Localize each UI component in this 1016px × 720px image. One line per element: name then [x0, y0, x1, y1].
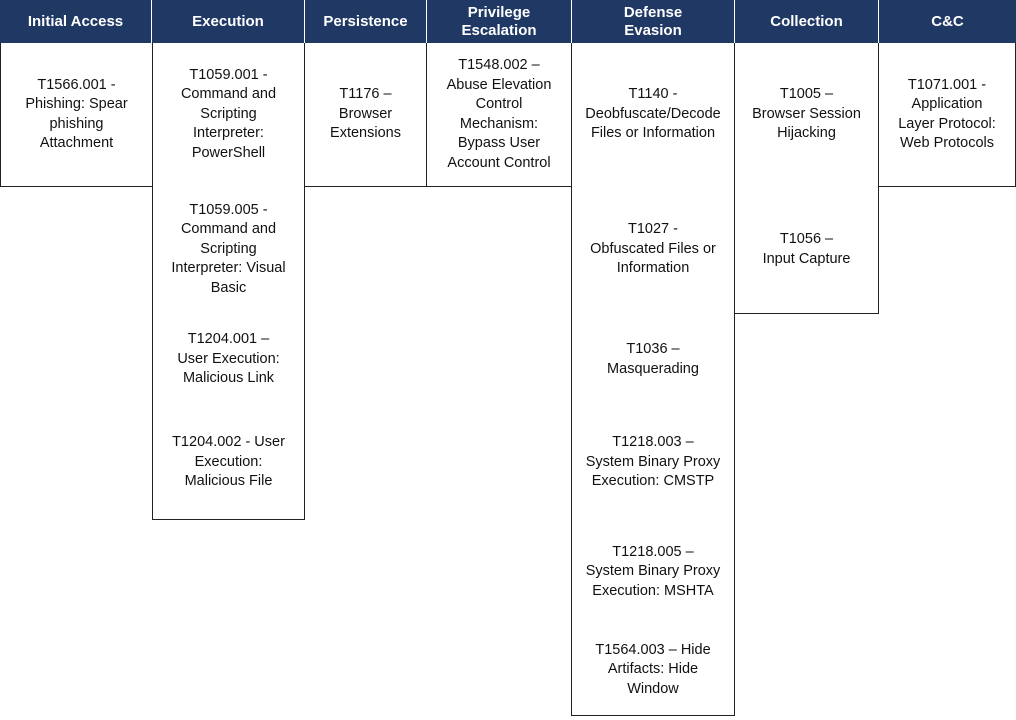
technique-line: Scripting: [200, 240, 257, 257]
technique-line: T1140 -: [628, 86, 678, 103]
technique-line: T1564.003 – Hide: [595, 641, 711, 658]
technique-line: Browser: [338, 105, 393, 122]
technique-line: Window: [627, 680, 679, 697]
technique-line: System Binary Proxy: [585, 453, 721, 470]
header-line: C&C: [931, 12, 964, 30]
technique-line: Obfuscated Files or: [590, 240, 716, 257]
technique-line: PowerShell: [191, 144, 266, 161]
technique-line: Execution: MSHTA: [592, 582, 714, 599]
technique-line: T1548.002 –: [458, 57, 540, 73]
technique-line: Hijacking: [777, 125, 836, 142]
technique-line: Artifacts: Hide: [607, 661, 699, 678]
technique-line: T1176 –: [339, 86, 392, 103]
technique-line: Basic: [210, 279, 247, 296]
technique-cell-execution-2: [152, 313, 305, 407]
technique-cell-execution-1: [152, 186, 305, 314]
header-line: Evasion: [624, 21, 682, 39]
technique-line: Web Protocols: [899, 135, 995, 151]
technique-line: Bypass User: [457, 135, 541, 151]
technique-line: T1059.005 -: [189, 201, 268, 218]
technique-cell-defense-evasion-1: [571, 186, 735, 314]
technique-line: T1204.002 - User: [172, 434, 285, 451]
technique-cell-defense-evasion-5: [571, 625, 735, 716]
matrix-header: [0, 0, 1016, 43]
technique-line: T1027 -: [628, 221, 678, 238]
header-execution: [152, 0, 305, 43]
technique-line: Extensions: [330, 125, 401, 142]
technique-line: phishing: [49, 115, 104, 132]
technique-cell-privilege-escalation-0: [426, 43, 572, 187]
technique-line: Command and: [180, 221, 277, 238]
technique-line: Browser Session: [752, 105, 861, 122]
technique-cell-defense-evasion-2: [571, 313, 735, 407]
header-persistence: [305, 0, 427, 43]
technique-line: Scripting: [200, 105, 257, 122]
technique-line: T1056 –: [779, 231, 834, 247]
technique-cell-cnc-0: [878, 43, 1016, 187]
technique-line: Abuse Elevation: [446, 76, 552, 93]
technique-line: Attachment: [39, 135, 114, 151]
technique-cell-execution-3: [152, 406, 305, 520]
technique-line: Deobfuscate/Decode: [585, 105, 721, 122]
technique-line: Input Capture: [762, 250, 851, 267]
technique-line: Interpreter:: [193, 125, 264, 142]
technique-cell-collection-1: [734, 186, 879, 314]
technique-cell-execution-0: [152, 43, 305, 187]
header-line: Persistence: [323, 12, 408, 30]
technique-line: Masquerading: [607, 360, 699, 377]
header-line: Escalation: [461, 21, 537, 39]
technique-line: Files or Information: [590, 125, 716, 142]
technique-line: T1036 –: [626, 341, 680, 357]
technique-line: Layer Protocol:: [898, 115, 996, 132]
header-defense-evasion: [572, 0, 735, 43]
technique-line: Execution: CMSTP: [591, 473, 715, 490]
technique-line: Execution:: [194, 453, 263, 470]
technique-line: Information: [616, 260, 690, 277]
technique-cell-defense-evasion-3: [571, 406, 735, 520]
header-line: Execution: [192, 12, 264, 30]
technique-line: T1005 –: [779, 86, 834, 103]
header-cnc: [879, 0, 1016, 43]
technique-line: Phishing: Spear: [25, 96, 128, 112]
technique-line: Interpreter: Visual: [171, 260, 286, 277]
header-line: Initial Access: [27, 12, 124, 30]
technique-line: Application: [911, 96, 983, 112]
technique-cell-initial-access-0: [0, 43, 153, 187]
technique-line: T1218.005 –: [612, 543, 694, 560]
header-collection: [735, 0, 879, 43]
technique-cell-defense-evasion-0: [571, 43, 735, 187]
technique-line: System Binary Proxy: [585, 563, 721, 580]
technique-line: T1204.001 –: [187, 331, 270, 348]
technique-cell-collection-0: [734, 43, 879, 187]
technique-line: Control: [475, 96, 523, 112]
technique-line: T1059.001 -: [189, 66, 268, 83]
technique-line: T1218.003 –: [612, 434, 694, 451]
technique-line: Mechanism:: [459, 115, 539, 132]
header-privilege-escalation: [427, 0, 572, 43]
header-initial-access: [0, 0, 152, 43]
header-line: Privilege: [467, 3, 531, 21]
technique-line: User Execution:: [177, 350, 280, 367]
technique-cell-persistence-0: [304, 43, 427, 187]
header-line: Defense: [623, 3, 683, 21]
technique-line: Account Control: [447, 154, 551, 171]
technique-line: T1071.001 -: [907, 76, 987, 93]
technique-cell-defense-evasion-4: [571, 519, 735, 626]
technique-line: Command and: [180, 86, 277, 103]
technique-line: Malicious Link: [182, 370, 275, 387]
technique-line: Malicious File: [184, 473, 273, 490]
technique-line: T1566.001 -: [37, 76, 116, 93]
header-line: Collection: [770, 12, 843, 30]
